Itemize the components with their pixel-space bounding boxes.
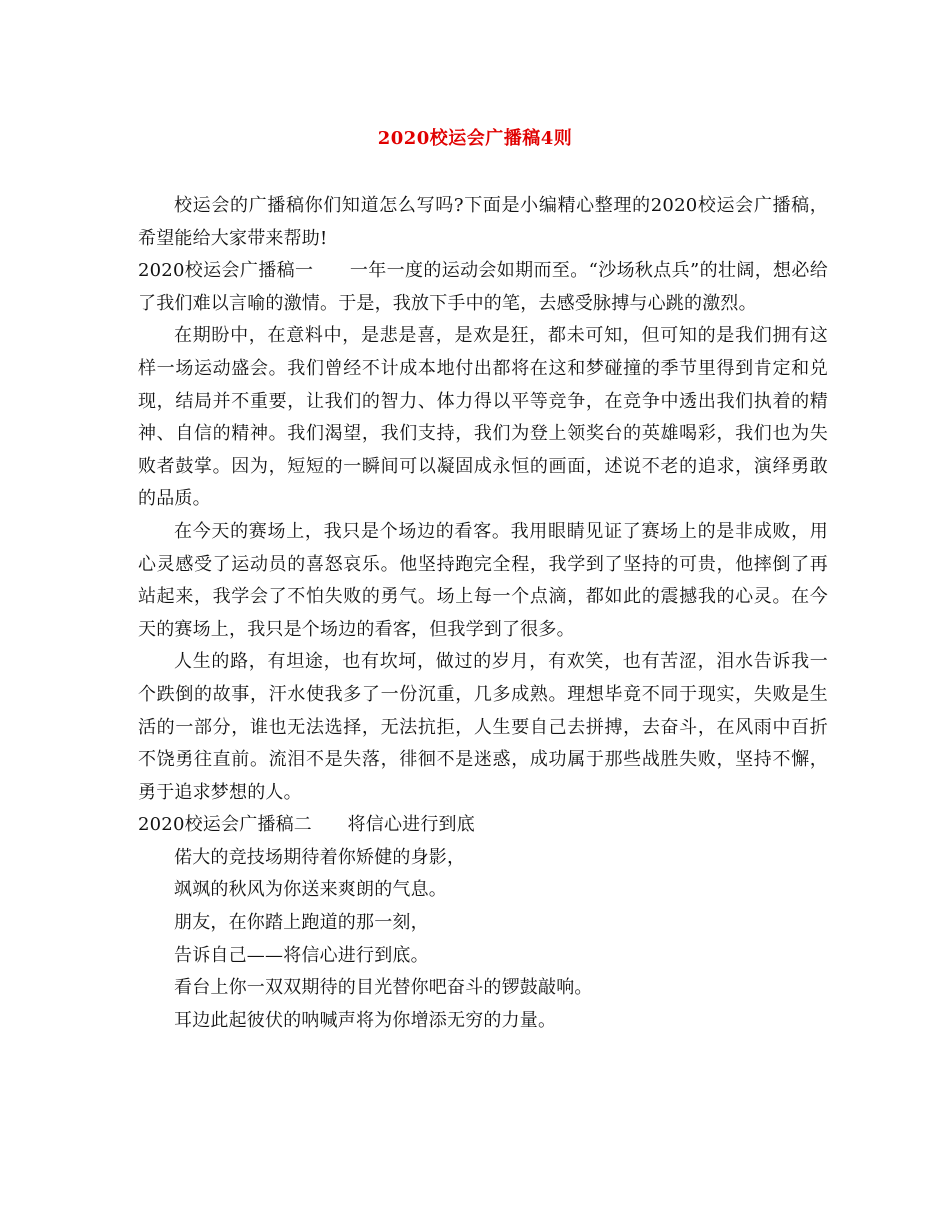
section1-paragraph-lead <box>138 255 828 320</box>
intro-paragraph: 校运会的广播稿你们知道怎么写吗?下面是小编精心整理的2020校运会广播稿，希望能给大家带来帮助! <box>138 195 828 249</box>
section1-paragraph: 在今天的赛场上，我只是个场边的看客。我用眼睛见证了赛场上的是非成败，用心灵感受了运动员的喜怒哀乐。他坚持跑完全程，我学到了坚持的可贵，他摔倒了再站起来，我学会了不怕失败的勇气。场上每一个点滴，都如此的震撼我的心灵。在今天的赛场上，我只是个场边的看客，但我学到了很多。 <box>138 520 828 640</box>
poem-line: 告诉自己——将信心进行到底。 <box>174 944 429 966</box>
section1-lead-text: 一年一度的运动会如期而至。“沙场秋点兵”的壮阔，想必给了我们难以言喻的激情。于是，我放下手中的笔，去感受脉搏与心跳的激烈。 <box>138 260 828 314</box>
section2-heading: 2020校运会广播稿二 <box>138 814 313 836</box>
document-title: 2020校运会广播稿4则 <box>377 128 573 149</box>
poem-line: 飒飒的秋风为你送来爽朗的气息。 <box>174 879 447 901</box>
poem-line: 偌大的竞技场期待着你矫健的身影， <box>174 846 466 868</box>
poem-line: 朋友，在你踏上跑道的那一刻， <box>174 912 429 934</box>
section1-heading: 2020校运会广播稿一 <box>138 260 314 282</box>
section2-heading-line <box>138 809 828 842</box>
poem-line: 看台上你一双双期待的目光替你吧奋斗的锣鼓敲响。 <box>174 977 593 999</box>
section1-paragraph: 在期盼中，在意料中，是悲是喜，是欢是狂，都未可知，但可知的是我们拥有这样一场运动盛会。我们曾经不计成本地付出都将在这和梦碰撞的季节里得到肯定和兑现，结局并不重要，让我们的智力、体力得以平等竞争，在竞争中透出我们执着的精神、自信的精神。我们渴望，我们支持，我们为登上领奖台的英雄喝彩，我们也为失败者鼓掌。因为，短短的一瞬间可以凝固成永恒的画面，述说不老的追求，演绎勇敢的品质。 <box>138 325 828 510</box>
section2-subtitle: 将信心进行到底 <box>347 814 475 836</box>
section1-paragraph: 人生的路，有坦途，也有坎坷，做过的岁月，有欢笑，也有苦涩，泪水告诉我一个跌倒的故事，汗水使我多了一份沉重，几多成熟。理想毕竟不同于现实，失败是生活的一部分，谁也无法选择，无法抗拒，人生要自己去拼搏，去奋斗，在风雨中百折不饶勇往直前。流泪不是失落，徘徊不是迷惑，成功属于那些战胜失败，坚持不懈，勇于追求梦想的人。 <box>138 651 828 803</box>
poem-line: 耳边此起彼伏的呐喊声将为你增添无穷的力量。 <box>174 1009 557 1031</box>
document-body <box>138 190 828 1037</box>
